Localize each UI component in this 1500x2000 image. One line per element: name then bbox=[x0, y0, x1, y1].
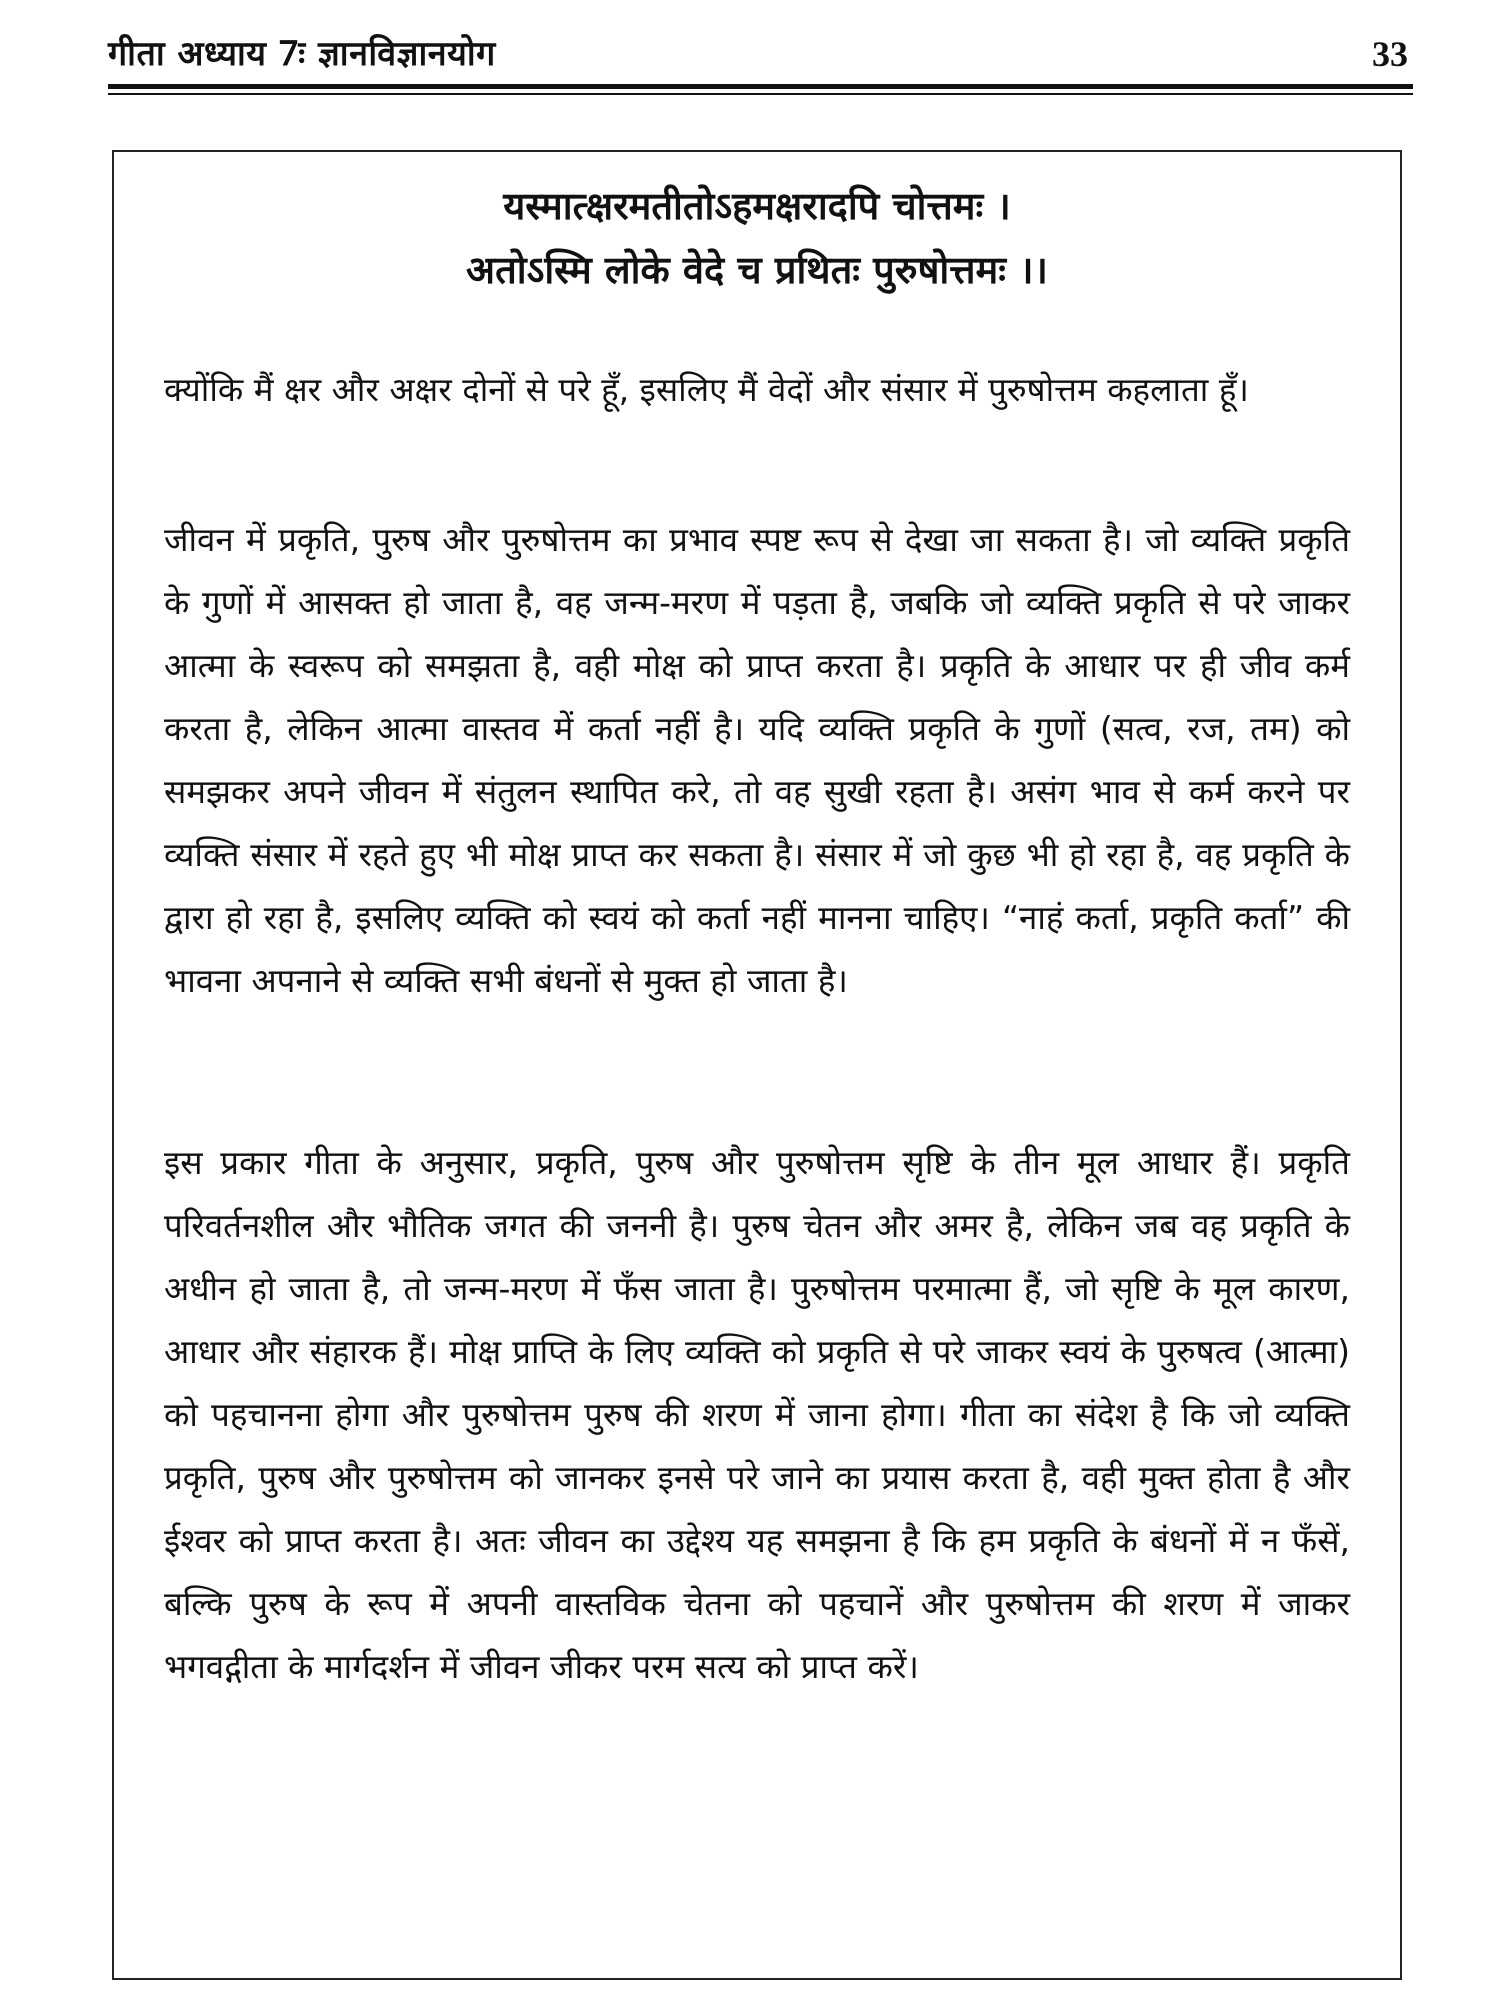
header-rule-thin bbox=[108, 93, 1413, 95]
page-header bbox=[108, 28, 1408, 80]
chapter-title: गीता अध्याय 7ः ज्ञानविज्ञानयोग bbox=[108, 34, 496, 74]
paragraph-translation: क्योंकि मैं क्षर और अक्षर दोनों से परे हूँ, इसलिए मैं वेदों और संसार में पुरुषोत्तम कहलाता हूँ। bbox=[164, 370, 1249, 409]
verse-line-1: यस्मात्क्षरमतीतोऽहमक्षरादपि चोत्तमः । bbox=[503, 184, 1011, 228]
verse-line-2: अतोऽस्मि लोके वेदे च प्रथितः पुरुषोत्तमः ।। bbox=[466, 248, 1048, 292]
content-box bbox=[112, 150, 1402, 1980]
page-number: 33 bbox=[1372, 34, 1408, 74]
paragraph-explanation: जीवन में प्रकृति, पुरुष और पुरुषोत्तम का प्रभाव स्पष्ट रूप से देखा जा सकता है। जो व्यक्ति प्रकृति के गुणों में आसक्त हो जाता है, वह जन्म-मरण में पड़ता है, जबकि जो व्यक्ति प्रकृति से परे जाकर आत्मा के स्वरूप को समझता है, वही मोक्ष को प्राप्त करता है। प्रकृति के आधार पर ही जीव कर्म करता है, लेकिन आत्मा वास्तव में कर्ता नहीं है। यदि व्यक्ति प्रकृति के गुणों (सत्व, रज, तम) को समझकर अपने जीवन में संतुलन स्थापित करे, तो वह सुखी रहता है। असंग भाव से कर्म करने पर व्यक्ति संसार में रहते हुए भी मोक्ष प्राप्त कर सकता है। संसार में जो कुछ भी हो रहा है, वह प्रकृति के द्वारा हो रहा है, इसलिए व्यक्ति को स्वयं को कर्ता नहीं मानना चाहिए। “नाहं कर्ता, प्रकृति कर्ता” की भावना अपनाने से व्यक्ति सभी बंधनों से मुक्त हो जाता है। bbox=[164, 520, 1350, 1000]
sanskrit-verse bbox=[114, 174, 1400, 302]
paragraph-conclusion: इस प्रकार गीता के अनुसार, प्रकृति, पुरुष और पुरुषोत्तम सृष्टि के तीन मूल आधार हैं। प्रकृति परिवर्तनशील और भौतिक जगत की जननी है। पुरुष चेतन और अमर है, लेकिन जब वह प्रकृति के अधीन हो जाता है, तो जन्म-मरण में फँस जाता है। पुरुषोत्तम परमात्मा हैं, जो सृष्टि के मूल कारण, आधार और संहारक हैं। मोक्ष प्राप्ति के लिए व्यक्ति को प्रकृति से परे जाकर स्वयं के पुरुषत्व (आत्मा) को पहचानना होगा और पुरुषोत्तम पुरुष की शरण में जाना होगा। गीता का संदेश है कि जो व्यक्ति प्रकृति, पुरुष और पुरुषोत्तम को जानकर इनसे परे जाने का प्रयास करता है, वही मुक्त होता है और ईश्वर को प्राप्त करता है। अतः जीवन का उद्देश्य यह समझना है कि हम प्रकृति के बंधनों में न फँसें, बल्कि पुरुष के रूप में अपनी वास्तविक चेतना को पहचानें और पुरुषोत्तम की शरण में जाकर भगवद्गीता के मार्गदर्शन में जीवन जीकर परम सत्य को प्राप्त करें। bbox=[164, 1143, 1350, 1686]
header-rule-thick bbox=[108, 84, 1413, 89]
